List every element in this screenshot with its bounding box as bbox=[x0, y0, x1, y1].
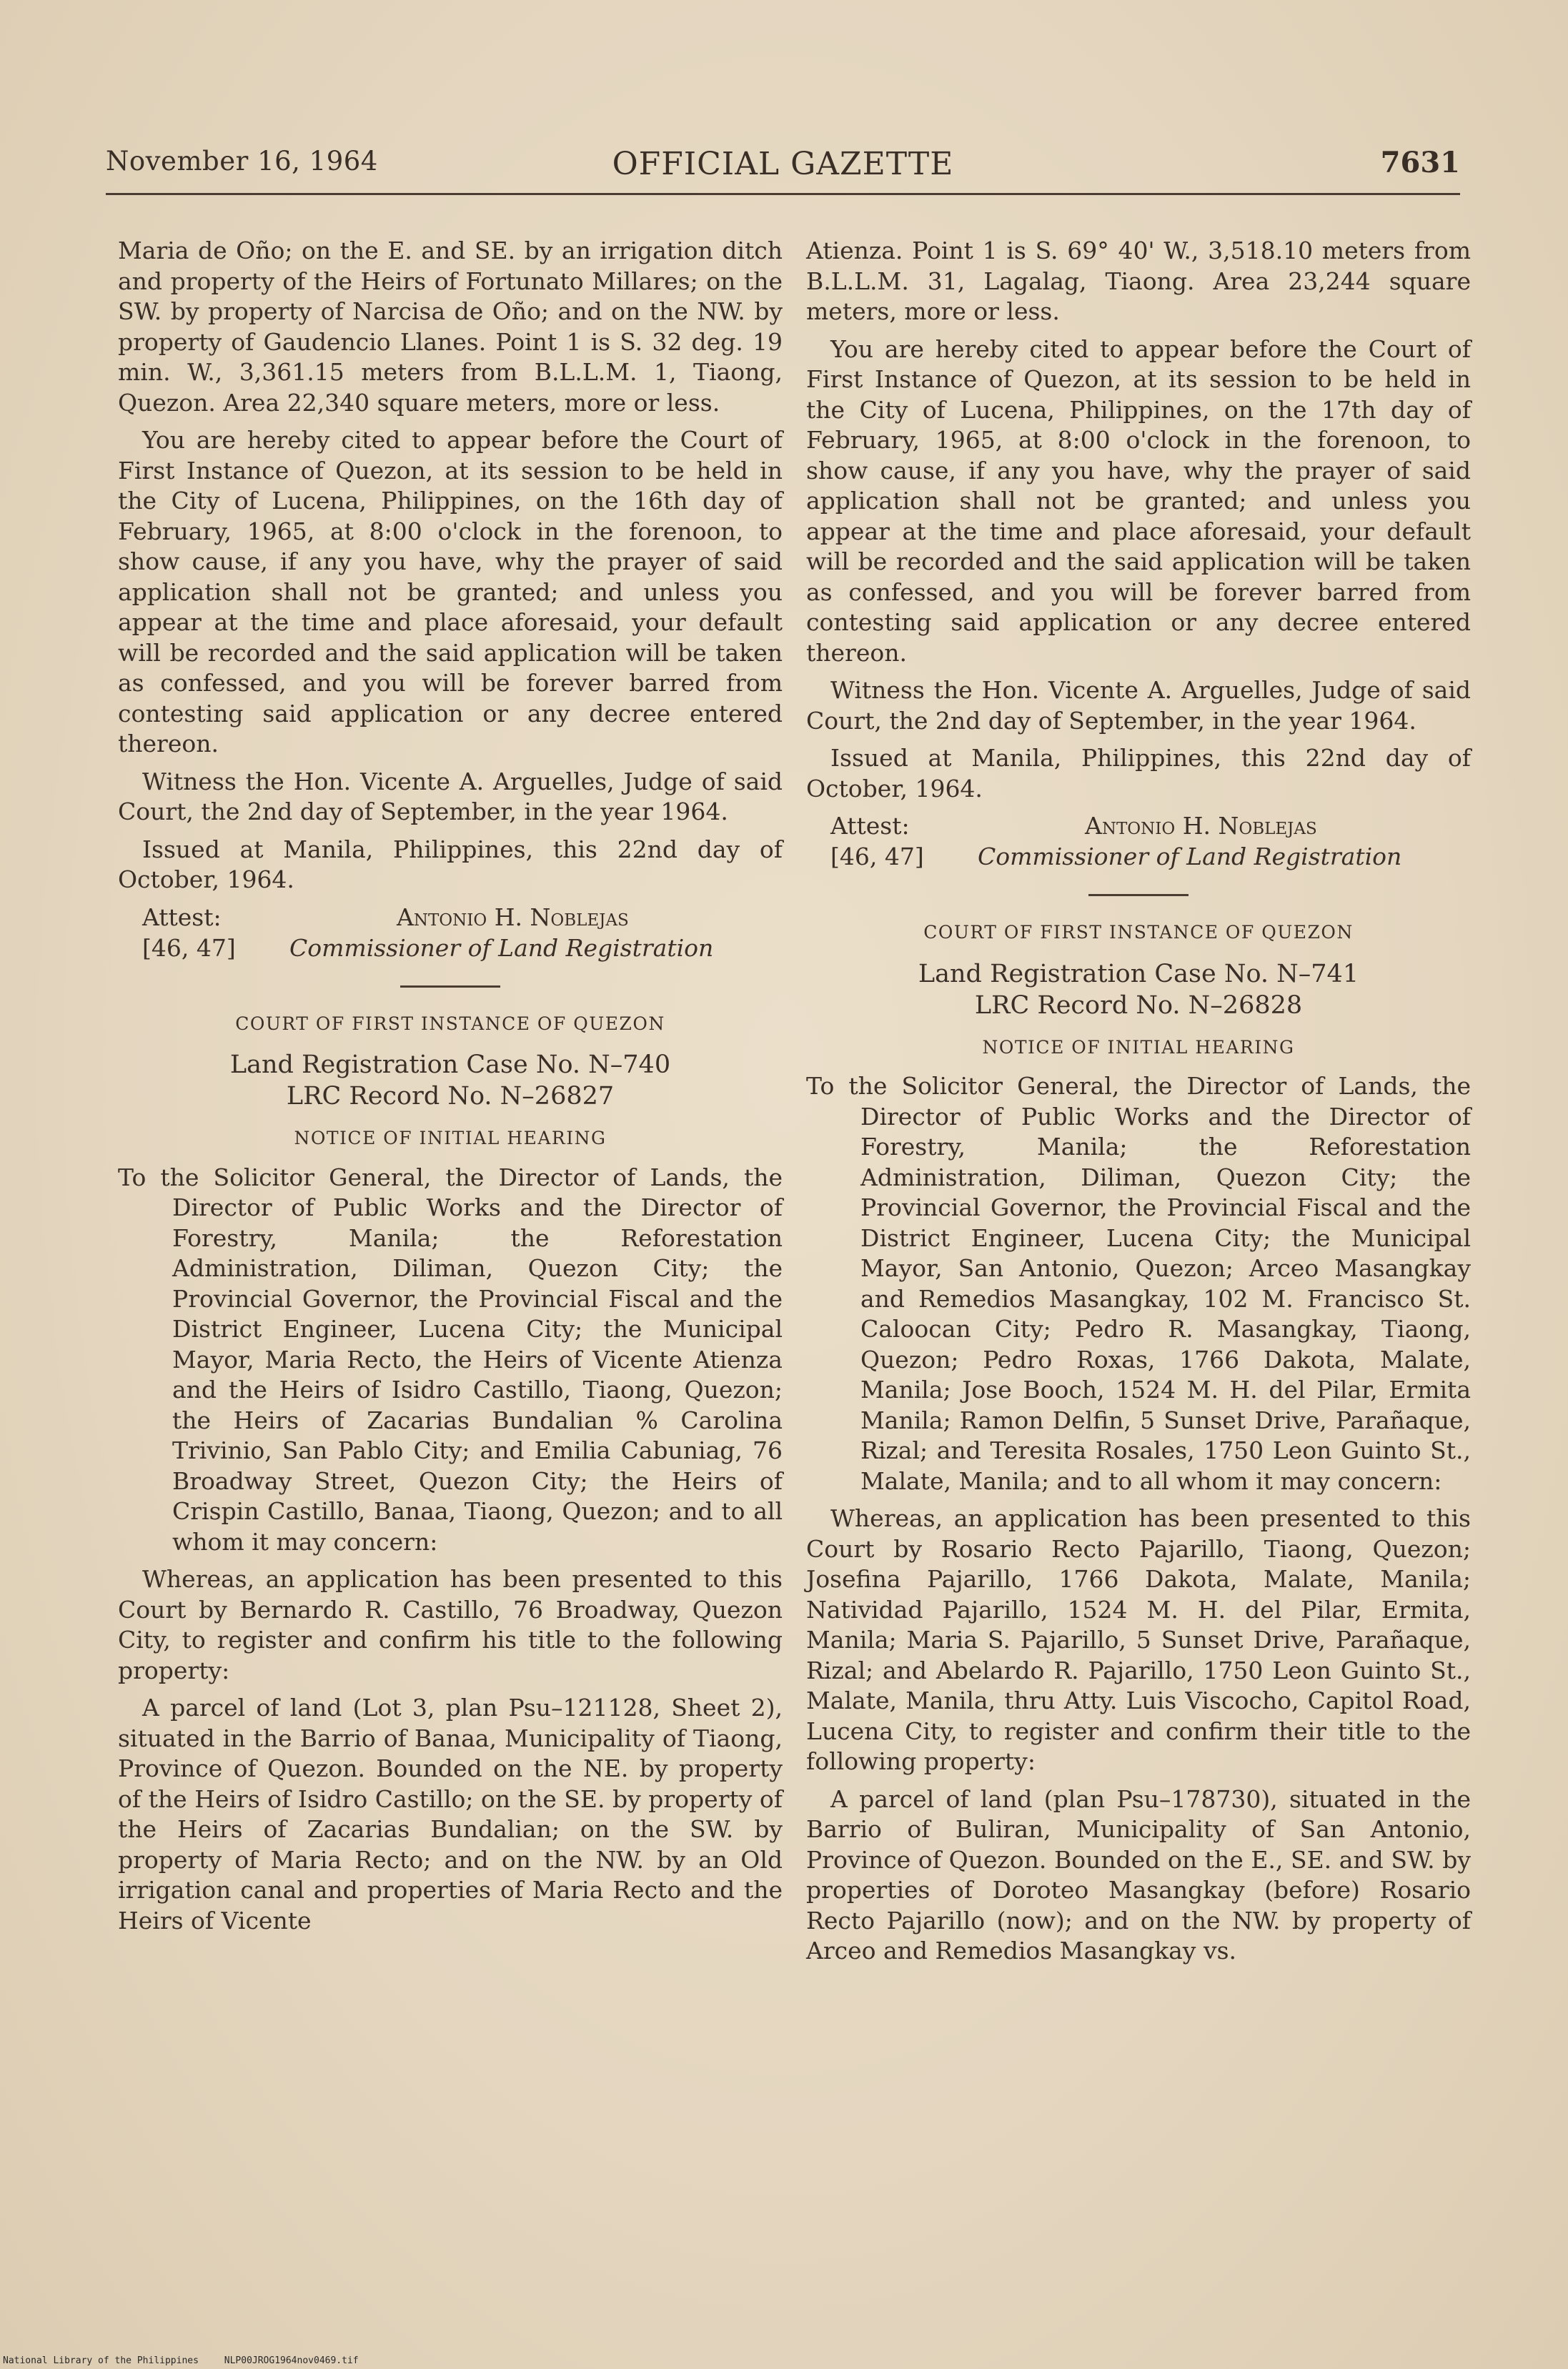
notice-heading: NOTICE OF INITIAL HEARING bbox=[982, 1036, 1295, 1058]
publication-issues: [46, 47] bbox=[142, 933, 236, 962]
header-page-number: 7631 bbox=[1380, 146, 1460, 179]
header-rule bbox=[106, 193, 1460, 195]
attest-label: Attest: bbox=[830, 812, 910, 840]
attest-label: Attest: bbox=[142, 903, 222, 931]
section-divider bbox=[1088, 894, 1189, 896]
left-column bbox=[118, 236, 783, 1943]
paragraph-witness: Witness the Hon. Vicente A. Arguelles, Judge of said Court, the 2nd day of September, in the year 1964. bbox=[806, 676, 1471, 735]
publication-issues: [46, 47] bbox=[830, 843, 924, 870]
signature-block bbox=[118, 903, 783, 964]
court-heading: COURT OF FIRST INSTANCE OF QUEZON bbox=[235, 1013, 665, 1034]
footer-library: National Library of the Philippines bbox=[3, 2355, 199, 2366]
paragraph-issued: Issued at Manila, Philippines, this 22nd day of October, 1964. bbox=[806, 744, 1471, 803]
paragraph-issued: Issued at Manila, Philippines, this 22nd day of October, 1964. bbox=[118, 835, 783, 893]
case-number: Land Registration Case No. N–741 bbox=[918, 959, 1359, 988]
header-title: OFFICIAL GAZETTE bbox=[612, 146, 954, 182]
signatory-office: Commissioner of Land Registration bbox=[978, 843, 1402, 870]
footer-file: NLP00JROG1964nov0469.tif bbox=[224, 2355, 359, 2366]
paragraph-citation: You are hereby cited to appear before the Court of First Instance of Quezon, at its session to be held in the City of Lucena, Philippines, on the 16th day of February, 1965, at 8:00 o'clock in the forenoon, to show cause, if any you have, why the prayer of said application shall not be granted; and unless you appear at the time and place aforesaid, your default will be recorded and the said application will be taken as confessed, and you will be forever barred from contesting said application or any decree entered thereon. bbox=[118, 426, 783, 758]
signatory-office: Commissioner of Land Registration bbox=[289, 933, 714, 962]
paragraph-parcel: A parcel of land (plan Psu–178730), situated in the Barrio of Buliran, Municipality of San Antonio, Province of Quezon. Bounded on the E., SE. and SW. by properties of Doroteo Masangkay (before) Rosario Recto Pajarillo (now); and on the NW. by property of Arceo and Remedios Masangkay vs. bbox=[806, 1784, 1471, 1965]
section-divider bbox=[400, 985, 500, 988]
signatory-name: Antonio H. Noblejas bbox=[397, 903, 629, 931]
header-date: November 16, 1964 bbox=[106, 146, 378, 177]
paragraph-boundaries: Maria de Oño; on the E. and SE. by an irrigation ditch and property of the Heirs of Fortunato Millares; on the SW. by property of Narcisa de Oño; and on the NW. by property of Gaudencio Llanes. Point 1 is S. 32 deg. 19 min. W., 3,361.15 meters from B.L.L.M. 1, Tiaong, Quezon. Area 22,340 square meters, more or less. bbox=[118, 237, 783, 417]
signatory-name: Antonio H. Noblejas bbox=[1085, 812, 1317, 840]
paragraph-witness: Witness the Hon. Vicente A. Arguelles, Judge of said Court, the 2nd day of September, in the year 1964. bbox=[118, 767, 783, 825]
paragraph-parcel: A parcel of land (Lot 3, plan Psu–121128, Sheet 2), situated in the Barrio of Banaa, Municipality of Tiaong, Province of Quezon. Bounded on the NE. by property of the Heirs of Isidro Castillo; on the SE. by property of the Heirs of Zacarias Bundalian; on the SW. by property of Maria Recto; and on the NW. by an Old irrigation canal and properties of Maria Recto and the Heirs of Vicente bbox=[118, 1694, 783, 1935]
paragraph-whereas: Whereas, an application has been presented to this Court by Bernardo R. Castillo, 76 Broadway, Quezon City, to register and confirm his title to the following property: bbox=[118, 1565, 783, 1684]
paragraph-citation: You are hereby cited to appear before the Court of First Instance of Quezon, at its session to be held in the City of Lucena, Philippines, on the 17th day of February, 1965, at 8:00 o'clock in the forenoon, to show cause, if any you have, why the prayer of said application shall not be granted; and unless you appear at the time and place aforesaid, your default will be recorded and the said application will be taken as confessed, and you will be forever barred from contesting said application or any decree entered thereon. bbox=[806, 334, 1471, 667]
paragraph-addressees: To the Solicitor General, the Director of Lands, the Director of Public Works and the Director of Forestry, Manila; the Reforestation Administration, Diliman, Quezon City; the Provincial Governor, the Provincial Fiscal and the District Engineer, Lucena City; the Municipal Mayor, Maria Recto, the Heirs of Vicente Atienza and the Heirs of Isidro Castillo, Tiaong, Quezon; the Heirs of Zacarias Bundalian % Carolina Trivinio, San Pablo City; and Emilia Cabuniag, 76 Broadway Street, Quezon City; the Heirs of Crispin Castillo, Banaa, Tiaong, Quezon; and to all whom it may concern: bbox=[118, 1163, 783, 1556]
notice-heading: NOTICE OF INITIAL HEARING bbox=[294, 1128, 607, 1148]
signature-block bbox=[806, 811, 1471, 873]
paragraph-whereas: Whereas, an application has been presented to this Court by Rosario Recto Pajarillo, Tiaong, Quezon; Josefina Pajarillo, 1766 Dakota, Malate, Manila; Natividad Pajarillo, 1524 M. H. del Pilar, Ermita, Manila; Maria S. Pajarillo, 5 Sunset Drive, Parañaque, Rizal; and Abelardo R. Pajarillo, 1750 Leon Guinto St., Malate, Manila, thru Atty. Luis Viscocho, Capitol Road, Lucena City, to register and confirm their title to the following property: bbox=[806, 1504, 1471, 1775]
paragraph-boundaries: Atienza. Point 1 is S. 69° 40' W., 3,518.10 meters from B.L.L.M. 31, Lagalag, Tiaong. Area 23,244 square meters, more or less. bbox=[806, 237, 1471, 325]
court-heading: COURT OF FIRST INSTANCE OF QUEZON bbox=[923, 922, 1354, 943]
case-number: Land Registration Case No. N–740 bbox=[229, 1051, 671, 1079]
paragraph-addressees: To the Solicitor General, the Director of Lands, the Director of Public Works and the Director of Forestry, Manila; the Reforestation Administration, Diliman, Quezon City; the Provincial Governor, the Provincial Fiscal and the District Engineer, Lucena City; the Municipal Mayor, San Antonio, Quezon; Arceo Masangkay and Remedios Masangkay, 102 M. Francisco St. Caloocan City; Pedro R. Masangkay, Tiaong, Quezon; Pedro Roxas, 1766 Dakota, Malate, Manila; Jose Booch, 1524 M. H. del Pilar, Ermita Manila; Ramon Delfin, 5 Sunset Drive, Parañaque, Rizal; and Teresita Rosales, 1750 Leon Guinto St., Malate, Manila; and to all whom it may concern: bbox=[806, 1072, 1471, 1495]
lrc-record-number: LRC Record No. N–26828 bbox=[974, 990, 1303, 1020]
lrc-record-number: LRC Record No. N–26827 bbox=[286, 1082, 615, 1111]
page-header bbox=[106, 146, 1460, 196]
scan-footer bbox=[3, 2355, 379, 2366]
right-column bbox=[806, 236, 1471, 1974]
